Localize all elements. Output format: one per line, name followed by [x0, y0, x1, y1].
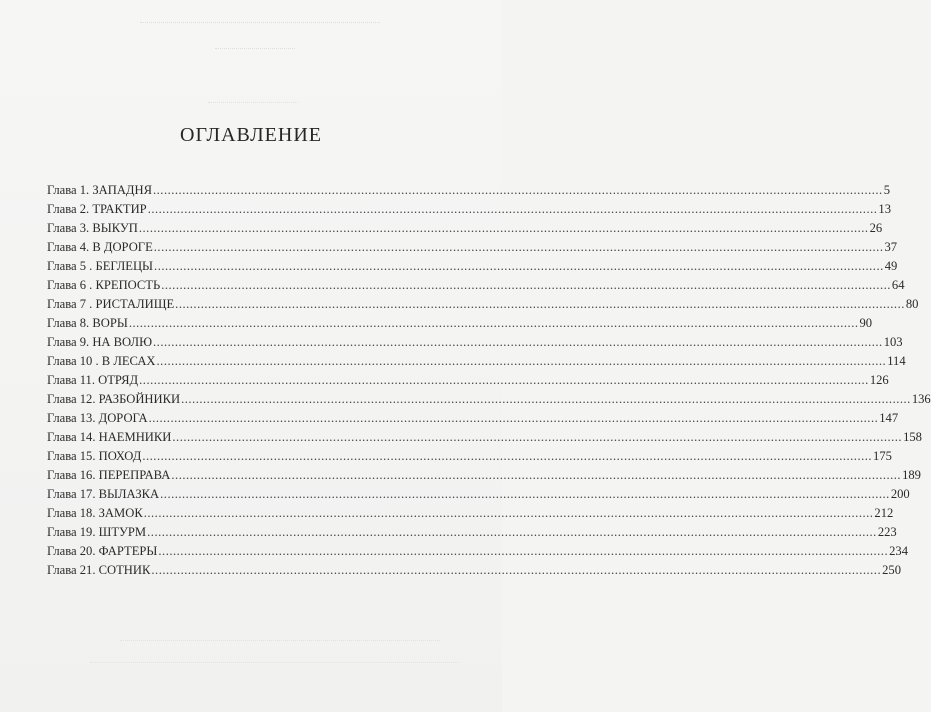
toc-entry-page-number: 158 [903, 430, 922, 444]
toc-entry-title: Глава 3. ВЫКУП [47, 221, 138, 235]
toc-entry-page-number: 234 [889, 544, 908, 558]
toc-entry [47, 525, 897, 544]
toc-entry-page-number: 189 [902, 468, 921, 482]
toc-entry-page-number: 147 [879, 411, 899, 425]
show-through-texture [208, 102, 298, 109]
toc-entry-title: Глава 6 . КРЕПОСТЬ [47, 278, 161, 292]
dot-leader: ........................................................................................................................................................................................................ [154, 259, 884, 273]
dot-leader: ........................................................................................................................................................................................................ [153, 335, 883, 349]
toc-entry-title: Глава 15. ПОХОД [47, 449, 142, 463]
dot-leader: ........................................................................................................................................................................................................ [151, 563, 882, 577]
toc-entry-page-number: 250 [882, 563, 901, 577]
toc-entry-page-number: 200 [890, 487, 910, 501]
toc-entry-page-number: 13 [878, 202, 891, 216]
toc-entry [47, 316, 873, 335]
show-through-texture [140, 22, 380, 29]
show-through-texture [120, 640, 440, 647]
toc-entry-page-number: 5 [883, 183, 890, 197]
toc-entry-page-number: 114 [887, 354, 906, 368]
dot-leader: ........................................................................................................................................................................................................ [181, 392, 911, 406]
toc-entry-page-number: 126 [869, 373, 889, 387]
toc-entry-title: Глава 21. СОТНИК [47, 563, 151, 577]
dot-leader: ........................................................................................................................................................................................................ [158, 544, 889, 558]
show-through-texture [215, 48, 295, 55]
dot-leader: ........................................................................................................................................................................................................ [160, 487, 890, 501]
dot-leader: ........................................................................................................................................................................................................ [147, 525, 877, 539]
toc-entry [47, 240, 898, 259]
toc-entry-title: Глава 14. НАЕМНИКИ [47, 430, 172, 444]
dot-leader: ........................................................................................................................................................................................................ [138, 221, 869, 235]
toc-entry-title: Глава 16. ПЕРЕПРАВА [47, 468, 171, 482]
toc-entry [47, 278, 905, 297]
dot-leader: ........................................................................................................................................................................................................ [153, 240, 884, 254]
toc-entry [47, 411, 899, 430]
toc-entry [47, 335, 903, 354]
toc-entry [47, 506, 894, 525]
toc-entry-page-number: 103 [883, 335, 903, 349]
dot-leader: ........................................................................................................................................................................................................ [161, 278, 891, 292]
toc-entry [47, 449, 892, 468]
toc-heading: ОГЛАВЛЕНИЕ [180, 124, 322, 146]
dot-leader: ........................................................................................................................................................................................................ [172, 430, 903, 444]
toc-entry [47, 563, 901, 582]
toc-entry-title: Глава 1. ЗАПАДНЯ [47, 183, 152, 197]
toc-entry-title: Глава 7 . РИСТАЛИЩЕ [47, 297, 175, 311]
toc-entry-title: Глава 8. ВОРЫ [47, 316, 128, 330]
toc-entry-page-number: 223 [877, 525, 897, 539]
dot-leader: ........................................................................................................................................................................................................ [153, 183, 883, 197]
dot-leader: ........................................................................................................................................................................................................ [148, 411, 879, 425]
toc-entry [47, 544, 908, 563]
dot-leader: ........................................................................................................................................................................................................ [147, 202, 878, 216]
dot-leader: ........................................................................................................................................................................................................ [139, 373, 869, 387]
toc-entry [47, 221, 883, 240]
toc-entry-page-number: 37 [884, 240, 898, 254]
dot-leader: ........................................................................................................................................................................................................ [156, 354, 887, 368]
toc-entry-page-number: 49 [884, 259, 898, 273]
toc-entry [47, 373, 889, 392]
toc-entry-title: Глава 13. ДОРОГА [47, 411, 148, 425]
toc-entry [47, 297, 919, 316]
toc-entry-title: Глава 2. ТРАКТИР [47, 202, 147, 216]
toc-entry-title: Глава 4. В ДОРОГЕ [47, 240, 153, 254]
dot-leader: ........................................................................................................................................................................................................ [142, 449, 873, 463]
toc-entry-title: Глава 12. РАЗБОЙНИКИ [47, 392, 181, 406]
dot-leader: ........................................................................................................................................................................................................ [128, 316, 859, 330]
toc-entry [47, 468, 921, 487]
dot-leader: ........................................................................................................................................................................................................ [143, 506, 874, 520]
show-through-texture [90, 662, 460, 669]
dot-leader: ........................................................................................................................................................................................................ [171, 468, 902, 482]
toc-entry-page-number: 90 [859, 316, 873, 330]
dot-leader: ........................................................................................................................................................................................................ [175, 297, 905, 311]
toc-entry [47, 430, 922, 449]
toc-entry-title: Глава 17. ВЫЛАЗКА [47, 487, 160, 501]
toc-entry-page-number: 80 [905, 297, 919, 311]
toc-entry-page-number: 136 [911, 392, 931, 406]
toc-entry-title: Глава 5 . БЕГЛЕЦЫ [47, 259, 154, 273]
toc-entry [47, 259, 898, 278]
toc-entry-title: Глава 20. ФАРТЕРЫ [47, 544, 158, 558]
toc-entry [47, 487, 910, 506]
toc-entry [47, 202, 891, 221]
toc-entry-title: Глава 11. ОТРЯД [47, 373, 139, 387]
toc-entry [47, 183, 890, 202]
toc-entry-title: Глава 18. ЗАМОК [47, 506, 143, 520]
table-of-contents [47, 183, 931, 582]
toc-entry-title: Глава 10 . В ЛЕСАХ [47, 354, 156, 368]
toc-entry-title: Глава 9. НА ВОЛЮ [47, 335, 153, 349]
toc-entry [47, 392, 931, 411]
toc-entry-page-number: 26 [869, 221, 883, 235]
toc-entry-page-number: 64 [891, 278, 905, 292]
toc-entry-title: Глава 19. ШТУРМ [47, 525, 147, 539]
toc-entry-page-number: 212 [874, 506, 894, 520]
toc-entry-page-number: 175 [873, 449, 892, 463]
toc-entry [47, 354, 906, 373]
